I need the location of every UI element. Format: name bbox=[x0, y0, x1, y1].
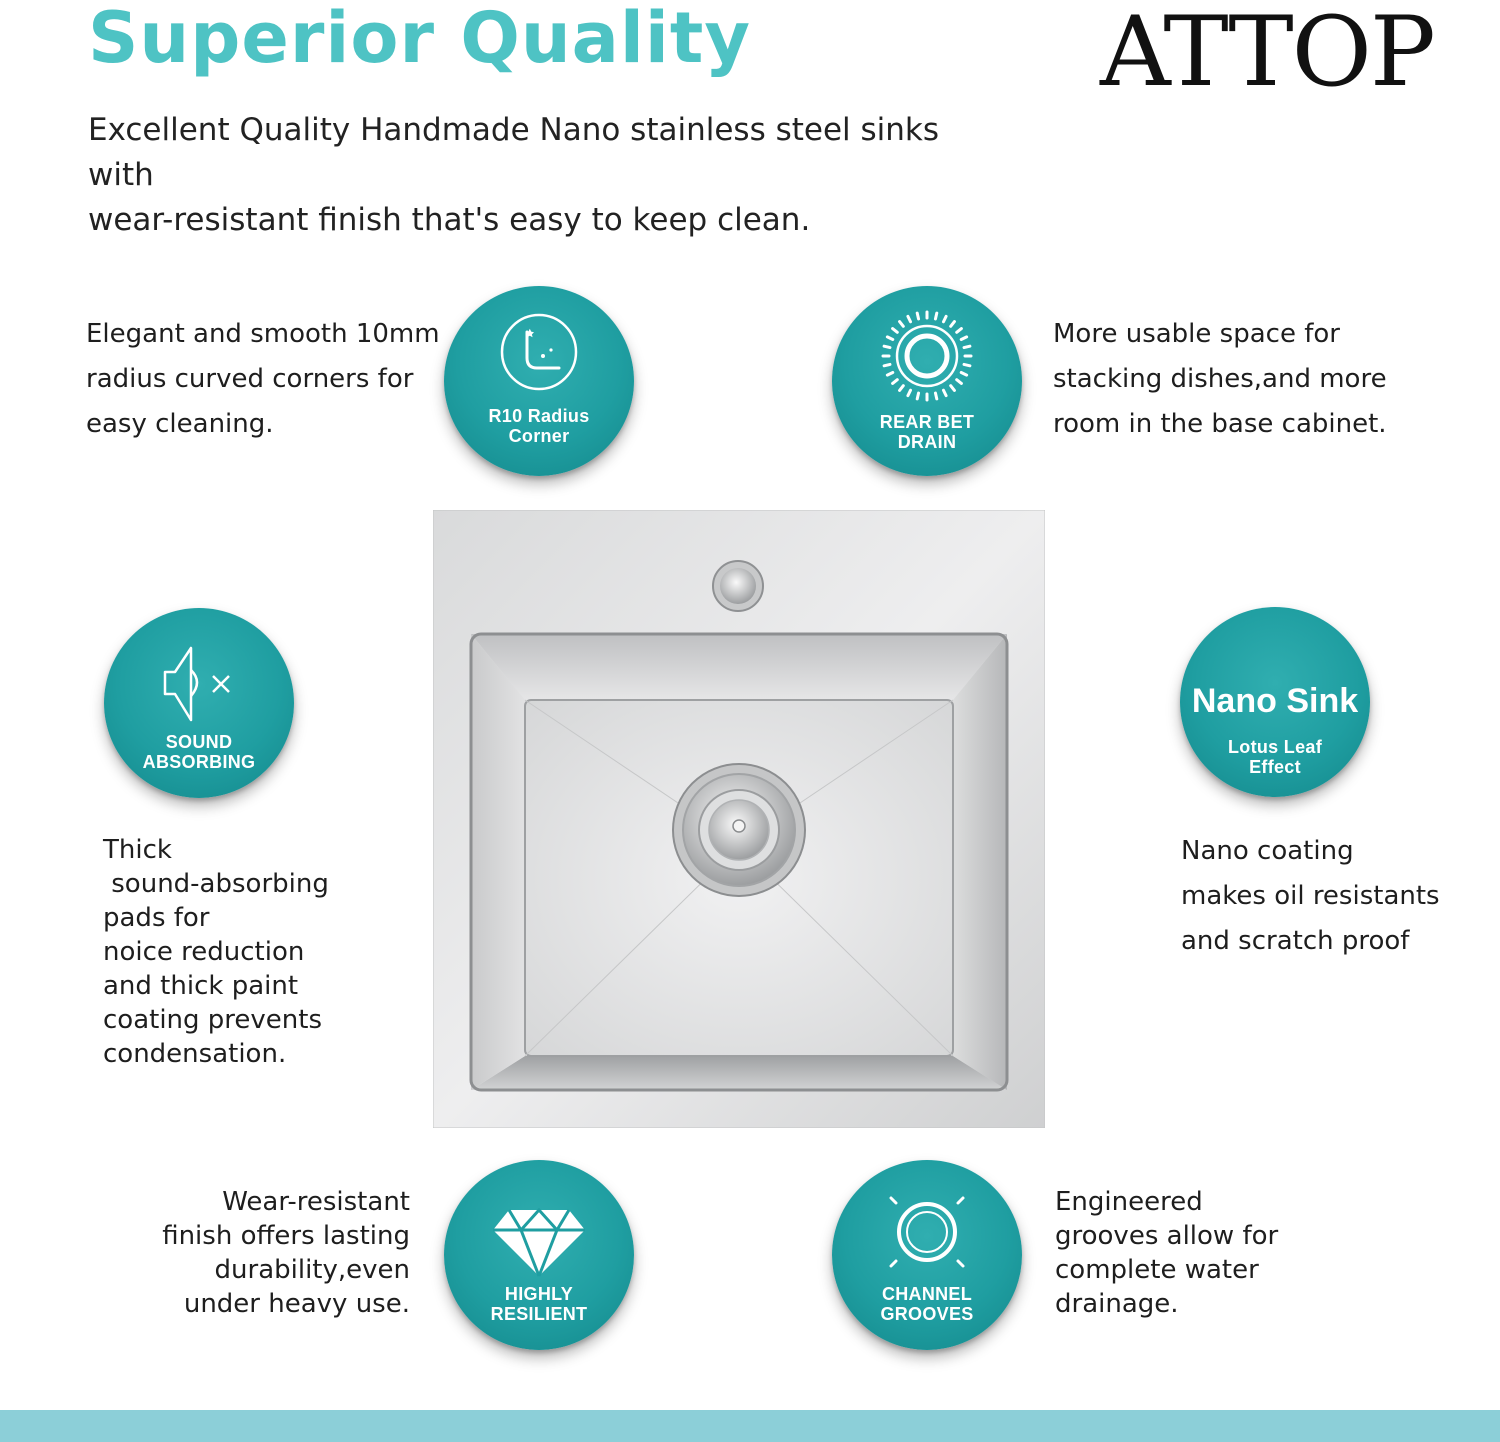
sound-absorbing-badge bbox=[104, 608, 294, 798]
badge-label-line-2: GROOVES bbox=[880, 1304, 974, 1324]
badge-label-line-2: Corner bbox=[508, 426, 570, 446]
description-line: coating prevents bbox=[103, 1005, 323, 1035]
intro-line-1: Excellent Quality Handmade Nano stainless steel sinks with bbox=[88, 112, 940, 193]
description-line: More usable space for bbox=[1053, 319, 1340, 349]
description-line: sound-absorbing bbox=[103, 869, 329, 899]
badge-label-line-2: ABSORBING bbox=[142, 752, 256, 772]
icon-tick bbox=[887, 337, 892, 340]
description-line: durability,even bbox=[214, 1255, 410, 1285]
badge-label-line-2: RESILIENT bbox=[490, 1304, 588, 1324]
icon-tick bbox=[935, 313, 936, 319]
nano-description bbox=[1181, 829, 1440, 964]
icon-tick bbox=[961, 337, 966, 340]
description-line: Engineered bbox=[1055, 1187, 1203, 1217]
footer-band bbox=[0, 1410, 1500, 1442]
description-line: drainage. bbox=[1055, 1289, 1179, 1319]
resilient-description bbox=[140, 1185, 410, 1321]
description-line: and thick paint bbox=[103, 971, 299, 1001]
icon-tick bbox=[957, 380, 962, 384]
icon-tick bbox=[951, 386, 955, 391]
badge-label-line-1: SOUND bbox=[165, 732, 233, 752]
icon-tick bbox=[935, 393, 936, 399]
radius-corner-badge bbox=[444, 286, 634, 476]
icon-tick bbox=[961, 372, 966, 375]
brand-logo: ATTOP bbox=[1100, 0, 1434, 108]
icon-tick bbox=[964, 364, 970, 365]
badge-label-line-1: R10 Radius bbox=[488, 406, 590, 426]
channel-grooves-badge bbox=[832, 1160, 1022, 1350]
description-line: Thick bbox=[103, 835, 172, 865]
icon-tick bbox=[908, 316, 911, 321]
intro-line-2: wear-resistant finish that's easy to keep clean. bbox=[88, 202, 811, 238]
curved-corner-icon bbox=[497, 310, 581, 394]
icon-tick bbox=[943, 390, 946, 395]
description-line: radius curved corners for bbox=[86, 364, 414, 394]
description-line: under heavy use. bbox=[183, 1289, 410, 1319]
icon-tick bbox=[917, 393, 918, 399]
badge-label-line-1: Lotus Leaf bbox=[1227, 737, 1322, 757]
icon-tick bbox=[893, 329, 898, 333]
page-title: Superior Quality bbox=[88, 0, 751, 79]
icon-tick bbox=[957, 329, 962, 333]
description-line: room in the base cabinet. bbox=[1053, 409, 1387, 439]
rear-drain-badge bbox=[832, 286, 1022, 476]
description-line: and scratch proof bbox=[1181, 926, 1410, 956]
description-line: condensation. bbox=[103, 1039, 287, 1069]
description-line: makes oil resistants bbox=[1181, 881, 1440, 911]
icon-tick bbox=[884, 346, 890, 347]
grooves-description bbox=[1055, 1185, 1278, 1321]
icon-tick bbox=[884, 364, 890, 365]
description-line: grooves allow for bbox=[1055, 1221, 1279, 1251]
nano-sink-badge bbox=[1180, 607, 1370, 797]
badge-label-line-2: Effect bbox=[1249, 757, 1301, 777]
description-line: Elegant and smooth 10mm bbox=[86, 319, 440, 349]
radius-description bbox=[86, 312, 440, 447]
badge-title: Nano Sink bbox=[1191, 682, 1359, 720]
description-line: finish offers lasting bbox=[162, 1221, 410, 1251]
badge-label-line-1: REAR BET bbox=[879, 412, 975, 432]
grooves-ring-icon bbox=[885, 1190, 969, 1274]
icon-tick bbox=[943, 316, 946, 321]
badge-label-line-1: CHANNEL bbox=[881, 1284, 973, 1304]
drain-description bbox=[1053, 312, 1387, 447]
icon-tick bbox=[900, 386, 904, 391]
icon-tick bbox=[893, 380, 898, 384]
sound-description bbox=[103, 833, 329, 1071]
intro-text bbox=[88, 108, 988, 243]
highly-resilient-badge bbox=[444, 1160, 634, 1350]
speaker-mute-icon bbox=[151, 640, 247, 724]
description-line: complete water bbox=[1055, 1255, 1259, 1285]
description-line: pads for bbox=[103, 903, 210, 933]
description-line: Nano coating bbox=[1181, 836, 1354, 866]
description-line: stacking dishes,and more bbox=[1053, 364, 1387, 394]
icon-tick bbox=[900, 322, 904, 327]
description-line: Wear-resistant bbox=[222, 1187, 410, 1217]
icon-tick bbox=[917, 313, 918, 319]
icon-tick bbox=[951, 322, 955, 327]
badge-label-line-1: HIGHLY bbox=[504, 1284, 574, 1304]
diamond-icon bbox=[489, 1200, 589, 1280]
icon-tick bbox=[887, 372, 892, 375]
icon-tick bbox=[908, 390, 911, 395]
icon-tick bbox=[964, 346, 970, 347]
description-line: easy cleaning. bbox=[86, 409, 274, 439]
drain-target-icon bbox=[879, 308, 975, 404]
description-line: noice reduction bbox=[103, 937, 305, 967]
sink-product-image bbox=[433, 510, 1045, 1128]
badge-label-line-2: DRAIN bbox=[897, 432, 957, 452]
